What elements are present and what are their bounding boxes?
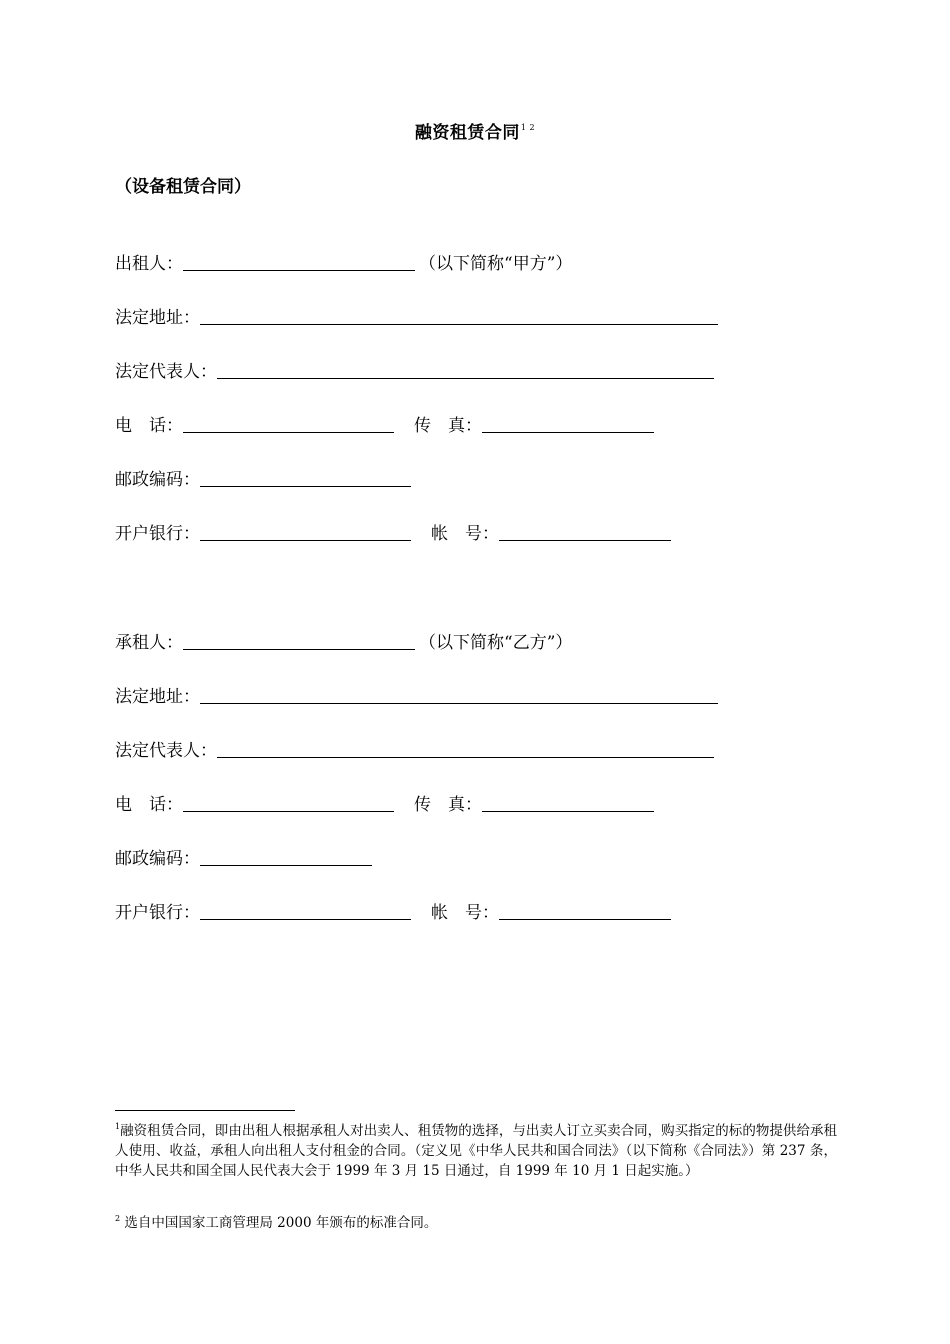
lessor-name-field[interactable] bbox=[183, 252, 415, 271]
title-text: 融资租赁合同 bbox=[414, 123, 520, 143]
lessor-address-field[interactable] bbox=[200, 306, 718, 325]
lessee-postcode-label: 邮政编码： bbox=[115, 849, 200, 869]
lessee-address-label: 法定地址： bbox=[115, 687, 200, 707]
lessor-bank-field[interactable] bbox=[200, 522, 411, 541]
lessor-rep-field[interactable] bbox=[217, 360, 714, 379]
footnote-2 bbox=[115, 1209, 837, 1233]
lessee-postcode-field[interactable] bbox=[200, 847, 372, 866]
lessor-postcode-row bbox=[115, 465, 411, 489]
lessee-address-field[interactable] bbox=[200, 685, 718, 704]
lessee-postcode-row bbox=[115, 844, 372, 868]
lessor-bank-row bbox=[115, 519, 671, 543]
lessee-phone-field[interactable] bbox=[183, 793, 394, 812]
lessor-bank-label: 开户银行： bbox=[115, 524, 200, 544]
lessee-bank-field[interactable] bbox=[200, 901, 411, 920]
lessor-rep-label: 法定代表人： bbox=[115, 362, 217, 382]
lessor-postcode-label: 邮政编码： bbox=[115, 470, 200, 490]
lessor-phone-field[interactable] bbox=[183, 414, 394, 433]
lessee-name-suffix: （以下简称“乙方”） bbox=[419, 633, 573, 653]
lessee-fax-field[interactable] bbox=[482, 793, 654, 812]
footnote-separator bbox=[115, 1110, 295, 1111]
lessor-name-suffix: （以下简称“甲方”） bbox=[419, 254, 573, 274]
lessee-bank-row bbox=[115, 898, 671, 922]
lessee-name-label: 承租人： bbox=[115, 633, 183, 653]
lessor-address-label: 法定地址： bbox=[115, 308, 200, 328]
lessor-name-row bbox=[115, 249, 572, 273]
subtitle: （设备租赁合同） bbox=[115, 177, 251, 197]
lessor-account-label: 帐 号： bbox=[431, 524, 499, 544]
footnote-1 bbox=[115, 1117, 837, 1181]
lessee-address-row bbox=[115, 682, 718, 706]
lessee-rep-row bbox=[115, 736, 714, 760]
lessee-bank-label: 开户银行： bbox=[115, 903, 200, 923]
footnote-1-mark: 1 bbox=[115, 1122, 121, 1131]
lessor-postcode-field[interactable] bbox=[200, 468, 411, 487]
lessee-fax-label: 传 真： bbox=[414, 795, 482, 815]
lessee-rep-field[interactable] bbox=[217, 739, 714, 758]
lessor-name-label: 出租人： bbox=[115, 254, 183, 274]
lessee-account-label: 帐 号： bbox=[431, 903, 499, 923]
footnote-1-text: 融资租赁合同，即由出租人根据承租人对出卖人、租赁物的选择，与出卖人订立买卖合同，购买指定的标的物提供给承租人使用、收益，承租人向出租人支付租金的合同。（定义见《中华人民共和国合同法》（以下简称《合同法》）第 237 条，中华人民共和国全国人民代表大会于 1999 年 3 月 15 日通过，自 1999 年 10 月 1 日起实施。） bbox=[115, 1123, 837, 1179]
lessor-address-row bbox=[115, 303, 718, 327]
title-footnote-refs[interactable]: 1 2 bbox=[520, 123, 536, 132]
page-title bbox=[0, 118, 950, 143]
lessor-fax-label: 传 真： bbox=[414, 416, 482, 436]
lessor-fax-field[interactable] bbox=[482, 414, 654, 433]
footnote-2-text: 选自中国国家工商管理局 2000 年颁布的标准合同。 bbox=[120, 1215, 438, 1231]
lessor-contact-row bbox=[115, 411, 654, 435]
footnote-2-mark: 2 bbox=[115, 1214, 121, 1223]
lessee-contact-row bbox=[115, 790, 654, 814]
lessee-account-field[interactable] bbox=[499, 901, 671, 920]
lessor-rep-row bbox=[115, 357, 714, 381]
lessor-phone-label: 电 话： bbox=[115, 416, 183, 436]
lessee-phone-label: 电 话： bbox=[115, 795, 183, 815]
lessee-name-field[interactable] bbox=[183, 631, 415, 650]
lessee-name-row bbox=[115, 628, 572, 652]
lessor-account-field[interactable] bbox=[499, 522, 671, 541]
lessee-rep-label: 法定代表人： bbox=[115, 741, 217, 761]
